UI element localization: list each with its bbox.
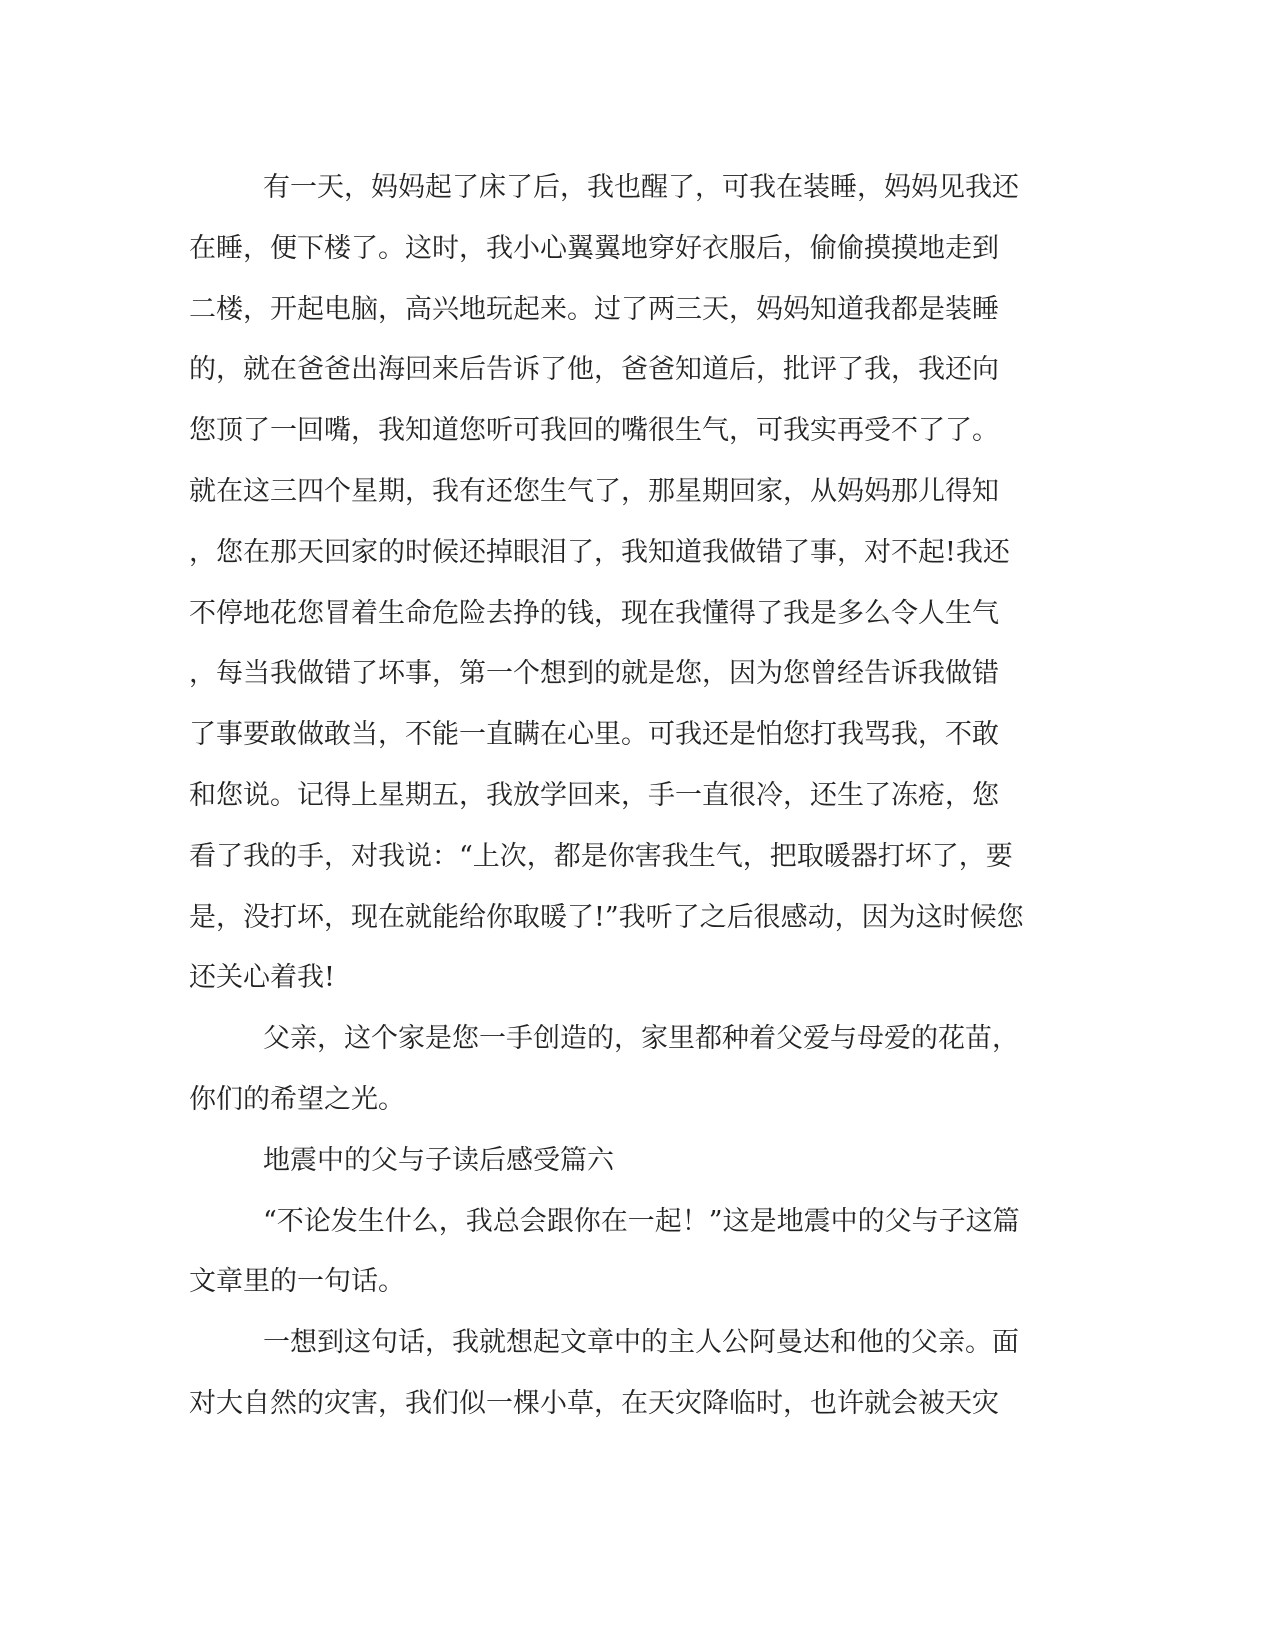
paragraph-line: 不停地花您冒着生命危险去挣的钱，现在我懂得了我是多么令人生气 <box>189 597 999 629</box>
paragraph-line: ，您在那天回家的时候还掉眼泪了，我知道我做错了事，对不起!我还 <box>189 536 1010 568</box>
paragraph-line: 是，没打坏，现在就能给你取暖了!”我听了之后很感动，因为这时候您 <box>189 901 1024 933</box>
paragraph-line: “不论发生什么，我总会跟你在一起！”这是地震中的父与子这篇 <box>263 1205 1020 1237</box>
paragraph-line: 看了我的手，对我说：“上次，都是你害我生气，把取暖器打坏了，要 <box>189 840 1013 872</box>
paragraph-line: ，每当我做错了坏事，第一个想到的就是您，因为您曾经告诉我做错 <box>189 658 999 690</box>
paragraph-line: 一想到这句话，我就想起文章中的主人公阿曼达和他的父亲。面 <box>263 1327 1019 1359</box>
paragraph-line: 还关心着我! <box>189 962 335 994</box>
paragraph-line: 您顶了一回嘴，我知道您听可我回的嘴很生气，可我实再受不了了。 <box>189 415 999 447</box>
paragraph-line: 和您说。记得上星期五，我放学回来，手一直很冷，还生了冻疮，您 <box>189 779 999 811</box>
paragraph-line: 文章里的一句话。 <box>189 1266 405 1298</box>
paragraph-line: 二楼，开起电脑，高兴地玩起来。过了两三天，妈妈知道我都是装睡 <box>189 293 999 325</box>
document-body <box>189 158 1079 1435</box>
paragraph-line: 就在这三四个星期，我有还您生气了，那星期回家，从妈妈那儿得知 <box>189 475 999 507</box>
paragraph-line: 的，就在爸爸出海回来后告诉了他，爸爸知道后，批评了我，我还向 <box>189 354 999 386</box>
paragraph-line: 有一天，妈妈起了床了后，我也醒了，可我在装睡，妈妈见我还 <box>263 172 1019 203</box>
paragraph-line: 在睡，便下楼了。这时，我小心翼翼地穿好衣服后，偷偷摸摸地走到 <box>189 232 999 264</box>
paragraph-line: 了事要敢做敢当，不能一直瞒在心里。可我还是怕您打我骂我，不敢 <box>189 719 999 751</box>
section-heading: 地震中的父与子读后感受篇六 <box>263 1144 614 1176</box>
paragraph-line: 父亲，这个家是您一手创造的，家里都种着父爱与母爱的花苗， <box>263 1023 1019 1055</box>
paragraph-line: 你们的希望之光。 <box>189 1083 405 1115</box>
paragraph-line: 对大自然的灾害，我们似一棵小草，在天灾降临时，也许就会被天灾 <box>189 1387 999 1419</box>
